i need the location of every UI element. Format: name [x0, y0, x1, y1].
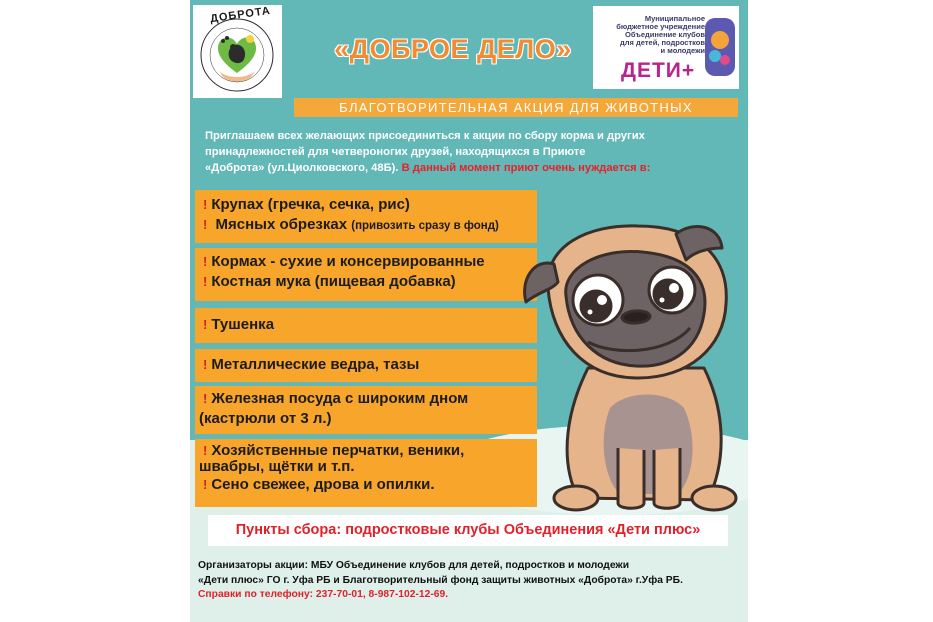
need-item: [195, 476, 537, 493]
need-item: [195, 216, 537, 233]
needs-box-stew: [195, 308, 537, 343]
needs-box-grains-meat: [195, 190, 537, 243]
dobrota-logo-name: ДОБРОТА: [209, 4, 272, 26]
intro-urgent-note: В данный момент приют очень нуждается в:: [401, 162, 651, 174]
needs-box-household: [195, 439, 537, 507]
need-item-text: Крупах (гречка, сечка, рис): [211, 196, 410, 213]
exclamation-icon: !: [203, 254, 208, 269]
need-item-text: Мясных обрезках: [215, 216, 348, 233]
logo-caption-line: для детей, подростков: [620, 38, 705, 47]
organizers-block: [198, 559, 743, 603]
exclamation-icon: !: [203, 477, 208, 492]
intro-address: «Доброта» (ул.Циолковского, 48Б).: [205, 162, 399, 174]
logo-caption-line: Муниципальное: [644, 14, 705, 23]
exclamation-icon: !: [203, 443, 208, 458]
organizers-line: Организаторы акции: МБУ Объединение клубов для детей, подростков и молодежи: [198, 560, 630, 571]
collection-points: Пункты сбора: подростковые клубы Объединения «Дети плюс»: [208, 515, 728, 546]
intro-line: [205, 160, 735, 176]
poster-title: «ДОБРОЕ ДЕЛО»: [334, 34, 572, 64]
need-item-text: Железная посуда с широким дном: [211, 390, 469, 407]
need-item: [195, 316, 537, 333]
need-item-continuation: швабры, щётки и т.п.: [199, 458, 355, 475]
need-item: [195, 273, 537, 290]
exclamation-icon: !: [203, 217, 208, 232]
exclamation-icon: !: [203, 317, 208, 332]
logo-caption-line: бюджетное учреждение: [616, 22, 705, 31]
exclamation-icon: !: [203, 357, 208, 372]
organizers-line: «Дети плюс» ГО г. Уфа РБ и Благотворительный фонд защиты животных «Доброта» г.Уфа РБ.: [198, 574, 683, 586]
intro-line: принадлежностей для четвероногих друзей, находящихся в Приюте: [205, 146, 586, 158]
needs-box-feed: [195, 248, 537, 301]
pug-illustration: [518, 218, 748, 518]
exclamation-icon: !: [203, 274, 208, 289]
deti-plus-brand: ДЕТИ+: [621, 59, 696, 82]
exclamation-icon: !: [203, 391, 208, 406]
deti-plus-emblem: [703, 16, 737, 78]
dobrota-logo: [193, 5, 282, 98]
deti-plus-logo-caption: [595, 15, 705, 55]
need-item-note: (привозить сразу в фонд): [351, 220, 499, 232]
need-item: [195, 253, 537, 270]
needs-box-buckets: [195, 349, 537, 382]
need-item-text: Кормах - сухие и консервированные: [211, 253, 485, 270]
logo-caption-line: Объединение клубов: [625, 30, 705, 39]
deti-plus-logo: [593, 6, 739, 89]
need-item: [195, 356, 537, 373]
need-item-text: Металлические ведра, тазы: [211, 356, 420, 373]
exclamation-icon: !: [203, 197, 208, 212]
contact-phone: Справки по телефону: 237-70-01, 8-987-102-12-69.: [198, 589, 449, 600]
need-item-continuation: (кастрюли от 3 л.): [199, 410, 332, 427]
need-item-text: Костная мука (пищевая добавка): [211, 273, 456, 290]
need-item-text: Сено свежее, дрова и опилки.: [211, 476, 435, 493]
needs-box-cookware: [195, 386, 537, 434]
need-item: [195, 196, 537, 213]
intro-line: Приглашаем всех желающих присоединиться к акции по сбору корма и других: [205, 130, 645, 142]
logo-caption-line: и молодежи: [660, 46, 705, 55]
need-item: [195, 442, 537, 459]
need-item-text: Тушенка: [211, 316, 275, 333]
poster: [190, 0, 748, 622]
need-item: [195, 390, 537, 407]
action-banner: БЛАГОТВОРИТЕЛЬНАЯ АКЦИЯ ДЛЯ ЖИВОТНЫХ: [294, 98, 738, 117]
intro-text: [205, 128, 735, 176]
need-item-text: Хозяйственные перчатки, веники,: [211, 442, 465, 459]
